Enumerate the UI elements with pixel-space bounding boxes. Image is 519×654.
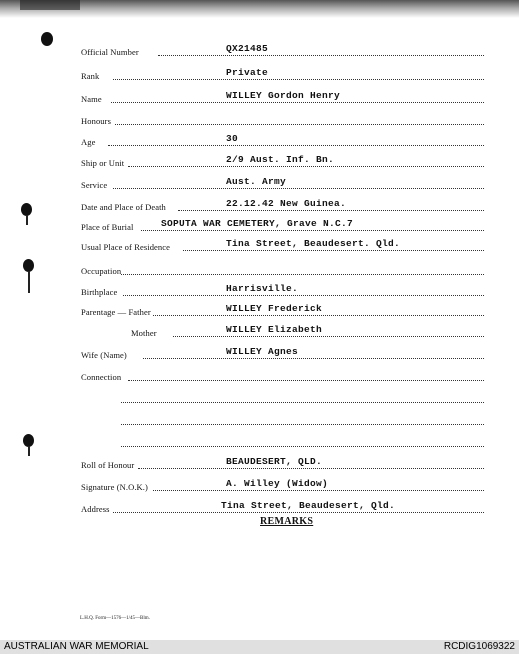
field-value: WILLEY Gordon Henry: [226, 90, 341, 101]
form-row: [81, 112, 484, 126]
field-label: Honours: [81, 116, 111, 126]
dotted-rule: [183, 250, 484, 251]
footer-institution: AUSTRALIAN WAR MEMORIAL: [4, 641, 149, 652]
form-row: [81, 67, 484, 81]
field-label: Rank: [81, 71, 100, 81]
dotted-rule: [115, 124, 484, 125]
field-value: WILLEY Frederick: [226, 303, 323, 314]
remarks-heading: REMARKS: [260, 516, 314, 527]
form-row: [81, 176, 484, 190]
field-label: Place of Burial: [81, 222, 134, 232]
form-row: [81, 500, 484, 514]
field-label: Occupation: [81, 266, 122, 276]
dotted-rule: [143, 358, 484, 359]
field-value: Private: [226, 67, 269, 78]
dotted-rule: [111, 102, 484, 103]
field-label: Service: [81, 180, 108, 190]
field-label: Signature (N.O.K.): [81, 482, 148, 492]
form-row: [81, 324, 484, 338]
dotted-rule: [158, 55, 484, 56]
field-value: QX21485: [226, 43, 269, 54]
dotted-rule: [121, 446, 484, 447]
field-value: Harrisville.: [226, 283, 299, 294]
form-row: [81, 434, 484, 448]
field-value: Aust. Army: [226, 176, 287, 187]
field-label: Name: [81, 94, 102, 104]
field-value: Tina Street, Beaudesert. Qld.: [226, 238, 401, 249]
field-label: Roll of Honour: [81, 460, 135, 470]
field-label: Connection: [81, 372, 122, 382]
field-value: 2/9 Aust. Inf. Bn.: [226, 154, 335, 165]
dotted-rule: [121, 402, 484, 403]
dotted-rule: [141, 230, 484, 231]
field-label: Mother: [131, 328, 157, 338]
form-row: [81, 198, 484, 212]
form-row: [81, 43, 484, 57]
form-row: [81, 133, 484, 147]
dotted-rule: [123, 295, 484, 296]
form-row: [81, 218, 484, 232]
field-label: Usual Place of Residence: [81, 242, 171, 252]
punch-hole-tear: [26, 215, 28, 225]
field-label: Date and Place of Death: [81, 202, 166, 212]
dotted-rule: [128, 166, 484, 167]
field-label: Parentage — Father: [81, 307, 151, 317]
field-value: 22.12.42 New Guinea.: [226, 198, 347, 209]
form-row: [81, 90, 484, 104]
form-row: [81, 390, 484, 404]
form-row: [81, 262, 484, 276]
form-row: [81, 368, 484, 382]
form-print-code: L.H.Q. Form—1576—1/45—Blm.: [80, 616, 150, 621]
field-value: Tina Street, Beaudesert, Qld.: [221, 500, 396, 511]
field-value: WILLEY Agnes: [226, 346, 299, 357]
dotted-rule: [113, 188, 484, 189]
field-value: A. Willey (Widow): [226, 478, 329, 489]
punch-hole-tear: [28, 446, 30, 456]
field-value: 30: [226, 133, 239, 144]
dotted-rule: [138, 468, 484, 469]
field-value: SOPUTA WAR CEMETERY, Grave N.C.7: [161, 218, 354, 229]
form-row: [81, 456, 484, 470]
dotted-rule: [178, 210, 484, 211]
field-label: Wife (Name): [81, 350, 127, 360]
field-label: Ship or Unit: [81, 158, 125, 168]
form-row: [81, 154, 484, 168]
field-label: Birthplace: [81, 287, 118, 297]
form-row: [81, 346, 484, 360]
dotted-rule: [108, 145, 484, 146]
form-row: [81, 238, 484, 252]
field-label: Official Number: [81, 47, 139, 57]
field-value: WILLEY Elizabeth: [226, 324, 323, 335]
dotted-rule: [153, 490, 484, 491]
punch-hole: [41, 32, 53, 46]
field-label: Age: [81, 137, 96, 147]
dotted-rule: [153, 315, 484, 316]
footer-bar: [0, 640, 519, 654]
dotted-rule: [121, 274, 484, 275]
form-row: [81, 412, 484, 426]
dotted-rule: [173, 336, 484, 337]
punch-hole-tear: [28, 271, 30, 293]
form-row: [81, 283, 484, 297]
dotted-rule: [121, 424, 484, 425]
scan-artifact: [20, 0, 80, 10]
footer-record-id: RCDIG1069322: [443, 641, 515, 652]
form-row: [81, 303, 484, 317]
dotted-rule: [113, 512, 484, 513]
dotted-rule: [113, 79, 484, 80]
dotted-rule: [128, 380, 484, 381]
field-value: BEAUDESERT, QLD.: [226, 456, 323, 467]
form-row: [81, 478, 484, 492]
field-label: Address: [81, 504, 110, 514]
